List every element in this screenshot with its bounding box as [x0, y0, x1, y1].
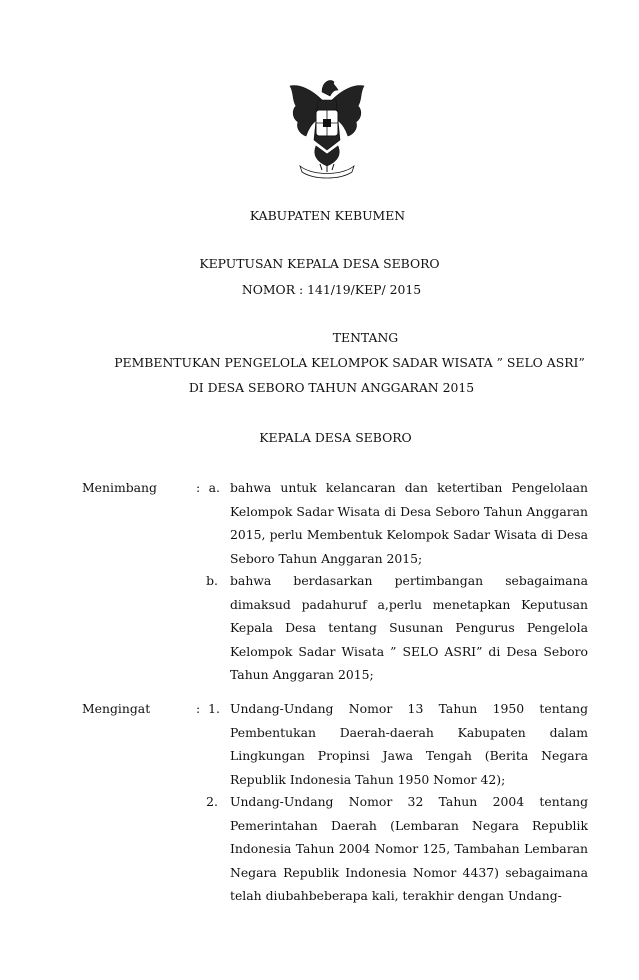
list-marker: 1.: [208, 701, 220, 716]
subject-line-2: DI DESA SEBORO TAHUN ANGGARAN 2015: [188, 380, 475, 395]
list-item: Undang-Undang Nomor 32 Tahun 2004 tentang Pemerintahan Daerah (Lembaran Negara Republik Indonesia Tahun 2004 Nomor 125, Tambahan Lembaran Negara Republik Indonesia Nomor 4437) sebagaimana telah diubahbeberapa kali, terakhir dengan Undang-: [230, 794, 588, 903]
list-item: Undang-Undang Nomor 13 Tahun 1950 tentang Pembentukan Daerah-daerah Kabupaten dalam Lingkungan Propinsi Jawa Tengah (Berita Negara Republik Indonesia Tahun 1950 Nomor 42);: [230, 701, 588, 787]
list-marker: 2.: [206, 794, 218, 809]
list-marker: b.: [206, 573, 218, 588]
section-label-menimbang: Menimbang: [82, 480, 157, 495]
section-colon: :: [196, 480, 201, 495]
section-colon: :: [196, 701, 201, 716]
regency-name: KABUPATEN KEBUMEN: [249, 208, 406, 223]
decree-title: KEPUTUSAN KEPALA DESA SEBORO: [199, 256, 440, 271]
subject-line-1: PEMBENTUKAN PENGELOLA KELOMPOK SADAR WISATA ” SELO ASRI”: [114, 355, 585, 370]
section-label-mengingat: Mengingat: [82, 701, 151, 716]
garuda-emblem-icon: [282, 70, 372, 182]
authority-title: KEPALA DESA SEBORO: [259, 430, 412, 445]
list-item: bahwa berdasarkan pertimbangan sebagaimana dimaksud padahuruf a,perlu menetapkan Keputusan Kepala Desa tentang Susunan Pengurus Pengelola Kelompok Sadar Wisata ” SELO ASRI” di Desa Seboro Tahun Anggaran 2015;: [230, 573, 588, 682]
list-marker: a.: [208, 480, 220, 495]
decree-number: NOMOR : 141/19/KEP/ 2015: [241, 282, 422, 297]
about-label: TENTANG: [332, 330, 399, 345]
list-item: bahwa untuk kelancaran dan ketertiban Pengelolaan Kelompok Sadar Wisata di Desa Seboro Tahun Anggaran 2015, perlu Membentuk Kelompok Sadar Wisata di Desa Seboro Tahun Anggaran 2015;: [230, 480, 588, 566]
